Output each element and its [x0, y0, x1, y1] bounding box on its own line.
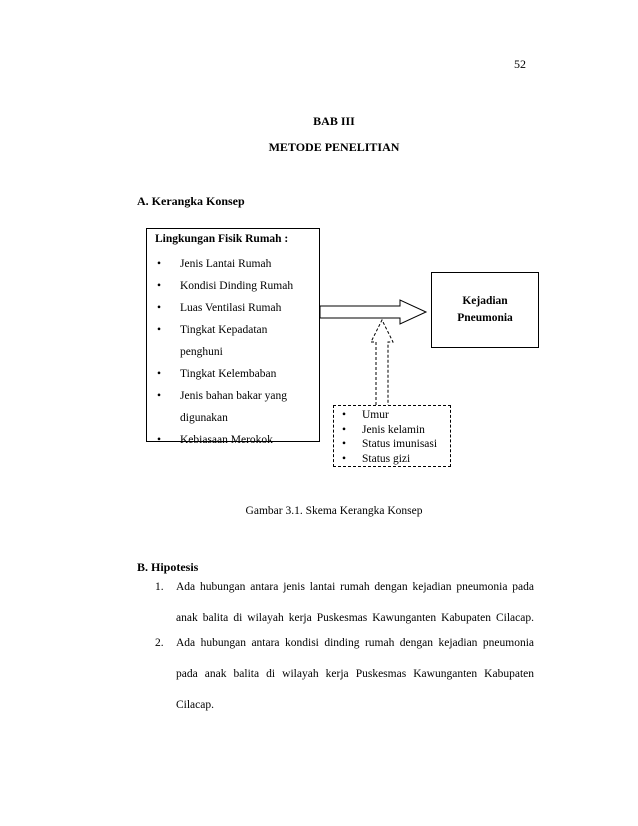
hypothesis-line: anak balita di wilayah kerja Puskesmas Kawunganten Kabupaten Cilacap. — [176, 612, 534, 624]
outcome-box — [431, 272, 539, 348]
hypothesis-number: 1. — [155, 581, 164, 593]
list-item: • Kebiasaan Merokok — [147, 429, 320, 451]
chapter-title: METODE PENELITIAN — [268, 140, 400, 154]
bullet-icon: • — [342, 409, 347, 421]
bullet-icon: • — [157, 324, 162, 336]
list-item-continuation: penghuni — [180, 346, 223, 358]
bullet-icon: • — [157, 302, 162, 314]
page-number: 52 — [514, 57, 526, 71]
bullet-icon: • — [157, 258, 162, 270]
hypothesis-line: Cilacap. — [176, 699, 214, 711]
list-item: • Tingkat Kepadatan — [147, 319, 320, 341]
hypothesis-line: Ada hubungan antara jenis lantai rumah dengan kejadian pneumonia pada — [176, 581, 534, 593]
confounders-list — [334, 406, 450, 466]
box-title: Lingkungan Fisik Rumah : — [155, 233, 289, 245]
bullet-icon: • — [157, 434, 162, 446]
list-item: • Kondisi Dinding Rumah — [147, 275, 320, 297]
bullet-icon: • — [157, 368, 162, 380]
list-item: • Tingkat Kelembaban — [147, 363, 320, 385]
hypothesis-line: Ada hubungan antara kondisi dinding rumah dengan kejadian pneumonia — [176, 637, 534, 649]
bullet-icon: • — [157, 280, 162, 292]
section-heading-a: A. Kerangka Konsep — [137, 194, 245, 208]
dashed-arrow — [371, 320, 393, 405]
hypothesis-number: 2. — [155, 637, 164, 649]
bullet-icon: • — [157, 390, 162, 402]
figure-caption: Gambar 3.1. Skema Kerangka Konsep — [245, 505, 423, 517]
main-arrow — [320, 300, 426, 324]
chapter-heading: BAB III — [313, 114, 355, 128]
hypothesis-line: pada anak balita di wilayah kerja Puskesmas Kawunganten Kabupaten — [176, 668, 534, 680]
list-item: • Jenis Lantai Rumah — [147, 253, 320, 275]
list-item: • Luas Ventilasi Rumah — [147, 297, 320, 319]
bullet-icon: • — [342, 438, 347, 450]
outcome-label-line2: Pneumonia — [457, 312, 513, 324]
section-heading-b: B. Hipotesis — [137, 560, 199, 574]
bullet-icon: • — [342, 452, 347, 465]
list-item: • Status gizi — [342, 452, 411, 465]
list-item: • Umur — [342, 409, 389, 421]
bullet-icon: • — [342, 423, 347, 436]
confounders-box — [333, 405, 451, 467]
list-item: • Jenis bahan bakar yang — [147, 385, 320, 407]
list-item: • Status imunisasi — [342, 438, 438, 450]
list-item: • Jenis kelamin — [342, 423, 425, 436]
outcome-label-line1: Kejadian — [462, 295, 508, 307]
list-item-continuation: digunakan — [180, 412, 228, 424]
